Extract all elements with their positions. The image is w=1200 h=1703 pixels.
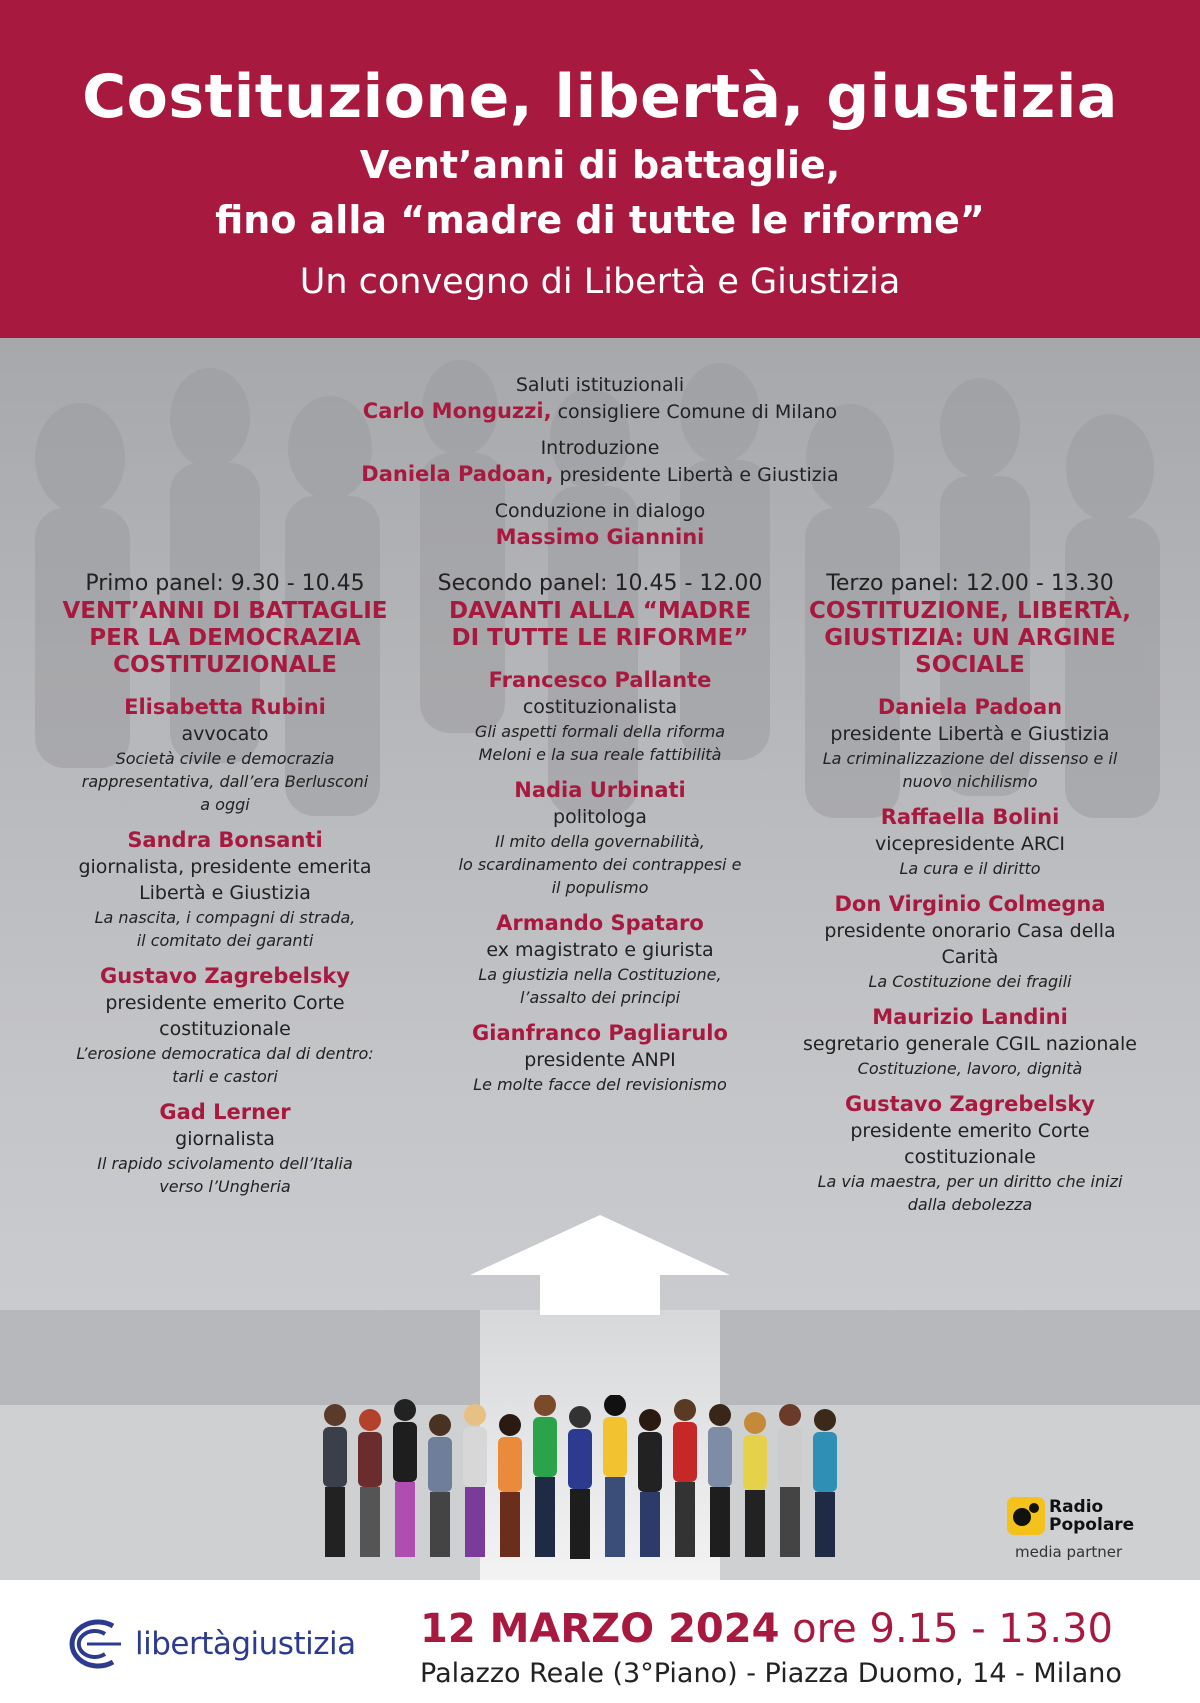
panel-title — [425, 598, 775, 652]
panel-time: Primo panel: 9.30 - 10.45 — [85, 571, 365, 596]
panel-2 — [425, 570, 775, 1106]
panel-title-line: COSTITUZIONALE — [113, 652, 337, 678]
speaker-role: politologa — [553, 806, 647, 828]
event-subtitle-line1: Vent’anni di battaglie, — [359, 143, 841, 187]
speaker — [60, 693, 390, 816]
host-label: Conduzione in dialogo — [494, 500, 706, 522]
speaker — [795, 803, 1145, 880]
liberta-giustizia-logo-icon — [55, 1618, 127, 1670]
greetings-name: Carlo Monguzzi, — [362, 399, 552, 423]
people-crowd-illustration — [315, 1395, 855, 1575]
event-time: ore 9.15 - 13.30 — [779, 1606, 1113, 1652]
panel-time: Secondo panel: 10.45 - 12.00 — [437, 571, 763, 596]
speaker-name: Raffaella Bolini — [880, 805, 1060, 829]
speaker-role: costituzionale — [159, 1018, 291, 1040]
speaker — [795, 693, 1145, 793]
logo-wordmark: libertàgiustizia — [135, 1626, 356, 1662]
speaker-talk-title: lo scardinamento dei contrappesi e — [458, 855, 742, 874]
footer — [0, 1580, 1200, 1703]
speaker-name: Gad Lerner — [159, 1100, 291, 1124]
speaker-name: Gustavo Zagrebelsky — [845, 1092, 1095, 1116]
speaker-talk-title: La cura e il diritto — [899, 859, 1041, 878]
speaker-name: Gustavo Zagrebelsky — [100, 964, 350, 988]
speaker-talk-title: il populismo — [551, 878, 649, 897]
event-tagline: Un convegno di Libertà e Giustizia — [299, 262, 901, 302]
speaker-talk-title: La giustizia nella Costituzione, — [478, 965, 722, 984]
speaker-name: Don Virginio Colmegna — [834, 892, 1106, 916]
speaker-talk-title: La nascita, i compagni di strada, — [94, 908, 356, 927]
media-partner-label: media partner — [1015, 1543, 1123, 1561]
panel-title-line: VENT’ANNI DI BATTAGLIE — [62, 598, 388, 624]
speaker — [425, 1019, 775, 1096]
panel-title-line: GIUSTIZIA: UN ARGINE — [824, 625, 1116, 651]
speaker-talk-title: La Costituzione dei fragili — [868, 972, 1072, 991]
panel-title-line: PER LA DEMOCRAZIA — [89, 625, 361, 651]
liberta-giustizia-logo — [55, 1618, 356, 1670]
intro-role: presidente Libertà e Giustizia — [553, 464, 839, 486]
speaker-role: giornalista, presidente emerita — [78, 856, 372, 878]
panel-time: Terzo panel: 12.00 - 13.30 — [826, 571, 1114, 596]
speaker — [795, 1003, 1145, 1080]
panel-title — [795, 598, 1145, 679]
speaker-name: Gianfranco Pagliarulo — [472, 1021, 728, 1045]
speaker-talk-title: La via maestra, per un diritto che inizi — [817, 1172, 1123, 1191]
panel-title-line: DI TUTTE LE RIFORME” — [451, 625, 749, 651]
speaker-talk-title: Le molte facce del revisionismo — [473, 1075, 727, 1094]
radio-name-line2: Popolare — [1049, 1515, 1135, 1535]
speaker-role: segretario generale CGIL nazionale — [803, 1033, 1137, 1055]
speaker-role: presidente Libertà e Giustizia — [830, 723, 1110, 745]
speaker-talk-title: tarli e castori — [172, 1067, 278, 1086]
speaker-name: Francesco Pallante — [488, 668, 712, 692]
speaker-talk-title: Il mito della governabilità, — [495, 832, 705, 851]
speaker-role: presidente emerito Corte — [105, 992, 345, 1014]
speaker-talk-title: Meloni e la sua reale fattibilità — [478, 745, 722, 764]
panel-title-line: DAVANTI ALLA “MADRE — [448, 598, 752, 624]
speaker-role: costituzionale — [904, 1146, 1036, 1168]
radio-popolare-partner — [1007, 1497, 1157, 1561]
speaker-talk-title: il comitato dei garanti — [136, 931, 314, 950]
speaker-talk-title: Il rapido scivolamento dell’Italia — [97, 1154, 353, 1173]
speaker-talk-title: verso l’Ungheria — [159, 1177, 291, 1196]
speaker-name: Sandra Bonsanti — [127, 828, 323, 852]
speaker — [425, 776, 775, 899]
panel-title-line: COSTITUZIONE, LIBERTÀ, — [808, 598, 1132, 624]
speaker-talk-title: La criminalizzazione del dissenso e il — [822, 749, 1118, 768]
speaker-name: Elisabetta Rubini — [124, 695, 326, 719]
speaker-role: costituzionalista — [522, 696, 678, 718]
panel-title-line: SOCIALE — [915, 652, 1025, 678]
host-name: Massimo Giannini — [495, 525, 705, 549]
speaker-name: Daniela Padoan — [877, 695, 1063, 719]
speaker — [60, 826, 390, 952]
speaker-talk-title: Gli aspetti formali della riforma — [474, 722, 726, 741]
speaker-role: avvocato — [181, 723, 269, 745]
speaker-talk-title: a oggi — [200, 795, 250, 814]
speaker-role: presidente onorario Casa della — [824, 920, 1116, 942]
greetings-role: consigliere Comune di Milano — [551, 401, 838, 423]
speaker-role: giornalista — [175, 1128, 275, 1150]
radio-popolare-logo-icon — [1007, 1497, 1045, 1535]
event-subtitle-line2: fino alla “madre di tutte le riforme” — [215, 198, 985, 242]
intro-label: Introduzione — [540, 437, 660, 459]
event-title: Costituzione, libertà, giustizia — [82, 62, 1118, 132]
speaker-talk-title: L’erosione democratica dal di dentro: — [76, 1044, 374, 1063]
speaker-talk-title: nuovo nichilismo — [902, 772, 1038, 791]
intro-name: Daniela Padoan, — [361, 462, 554, 486]
intro-section — [0, 372, 1200, 560]
speaker-name: Nadia Urbinati — [514, 778, 686, 802]
header-banner — [0, 0, 1200, 338]
speaker-role: Carità — [941, 946, 999, 968]
speaker — [795, 890, 1145, 993]
speaker-talk-title: Costituzione, lavoro, dignità — [857, 1059, 1083, 1078]
greetings-label: Saluti istituzionali — [515, 374, 685, 396]
panel-title — [60, 598, 390, 679]
speaker-talk-title: dalla debolezza — [907, 1195, 1033, 1214]
speaker-role: presidente ANPI — [524, 1049, 676, 1071]
speaker — [60, 1098, 390, 1198]
event-date-bold: 12 MARZO 2024 — [420, 1606, 780, 1652]
radio-name-line1: Radio — [1049, 1497, 1104, 1517]
speaker-role: vicepresidente ARCI — [874, 833, 1066, 855]
up-arrow-icon — [470, 1215, 730, 1315]
speaker — [60, 962, 390, 1088]
speaker-role: presidente emerito Corte — [850, 1120, 1090, 1142]
event-date — [420, 1606, 1113, 1652]
event-venue: Palazzo Reale (3°Piano) - Piazza Duomo, 14 - Milano — [420, 1658, 1122, 1689]
panel-3 — [795, 570, 1145, 1226]
speaker-talk-title: Società civile e democrazia — [115, 749, 335, 768]
speaker — [795, 1090, 1145, 1216]
speaker-name: Maurizio Landini — [872, 1005, 1068, 1029]
speaker — [425, 909, 775, 1009]
speaker — [425, 666, 775, 766]
panel-1 — [60, 570, 390, 1208]
speaker-talk-title: rappresentativa, dall’era Berlusconi — [81, 772, 369, 791]
speaker-name: Armando Spataro — [496, 911, 704, 935]
speaker-talk-title: l’assalto dei principi — [519, 988, 681, 1007]
speaker-role: Libertà e Giustizia — [139, 882, 311, 904]
speaker-role: ex magistrato e giurista — [486, 939, 714, 961]
